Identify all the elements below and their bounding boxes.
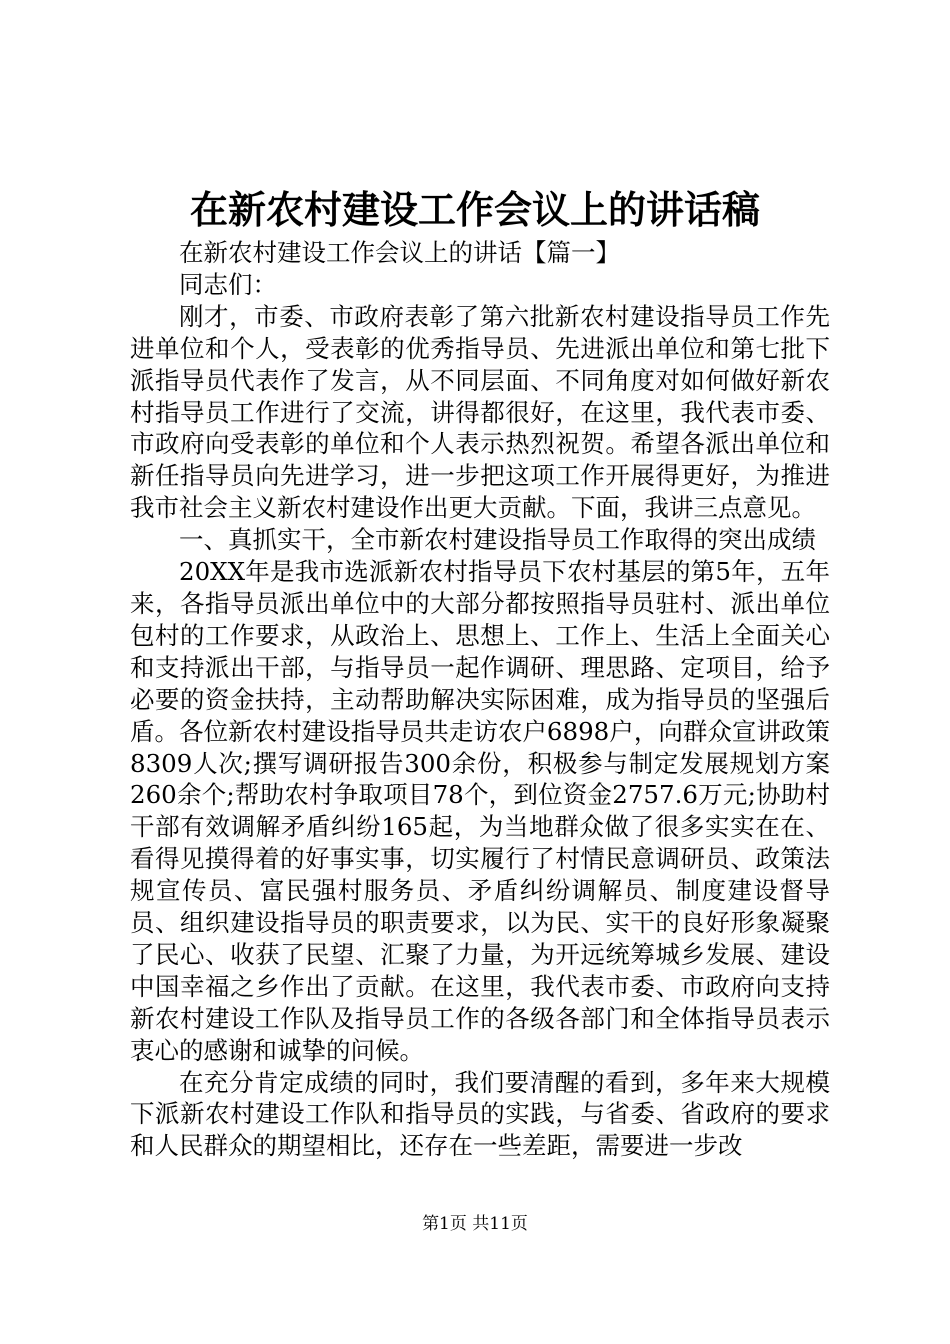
paragraph: 刚才，市委、市政府表彰了第六批新农村建设指导员工作先进单位和个人，受表彰的优秀指导员、先进派出单位和第七批下派指导员代表作了发言，从不同层面、不同角度对如何做好新农村指导员工作进行了交流，讲得都很好，在这里，我代表市委、市政府向受表彰的单位和个人表示热烈祝贺。希望各派出单位和新任指导员向先进学习，进一步把这项工作开展得更好，为推进我市社会主义新农村建设作出更大贡献。下面，我讲三点意见。 (130, 301, 830, 523)
salutation: 同志们： (179, 269, 277, 299)
document-title: 在新农村建设工作会议上的讲话稿 (189, 187, 760, 232)
subsection-heading: 一、真抓实干，全市新农村建设指导员工作取得的突出成绩 (179, 525, 816, 555)
paragraph: 20XX年是我市选派新农村指导员下农村基层的第5年，五年来，各指导员派出单位中的大部分都按照指导员驻村、派出单位包村的工作要求，从政治上、思想上、工作上、生活上全面关心和支持派出干部，与指导员一起作调研、理思路、定项目，给予必要的资金扶持，主动帮助解决实际困难，成为指导员的坚强后盾。各位新农村建设指导员共走访农户6898户，向群众宣讲政策8309人次;撰写调研报告300余份，积极参与制定发展规划方案260余个;帮助农村争取项目78个，到位资金2757.6万元;协助村干部有效调解矛盾纠纷165起，为当地群众做了很多实实在在、看得见摸得着的好事实事，切实履行了村情民意调研员、政策法规宣传员、富民强村服务员、矛盾纠纷调解员、制度建设督导员、组织建设指导员的职责要求，以为民、实干的良好形象凝聚了民心、收获了民望、汇聚了力量，为开远统筹城乡发展、建设中国幸福之乡作出了贡献。在这里，我代表市委、市政府向支持新农村建设工作队及指导员工作的各级各部门和全体指导员表示衷心的感谢和诚挚的问候。 (130, 557, 830, 1065)
paragraph: 在充分肯定成绩的同时，我们要清醒的看到，多年来大规模下派新农村建设工作队和指导员的实践，与省委、省政府的要求和人民群众的期望相比，还存在一些差距，需要进一步改 (130, 1067, 830, 1161)
page-number-footer: 第1页 共11页 (422, 1214, 528, 1234)
document-body (130, 237, 830, 1162)
section-heading: 在新农村建设工作会议上的讲话【篇一】 (179, 238, 620, 267)
